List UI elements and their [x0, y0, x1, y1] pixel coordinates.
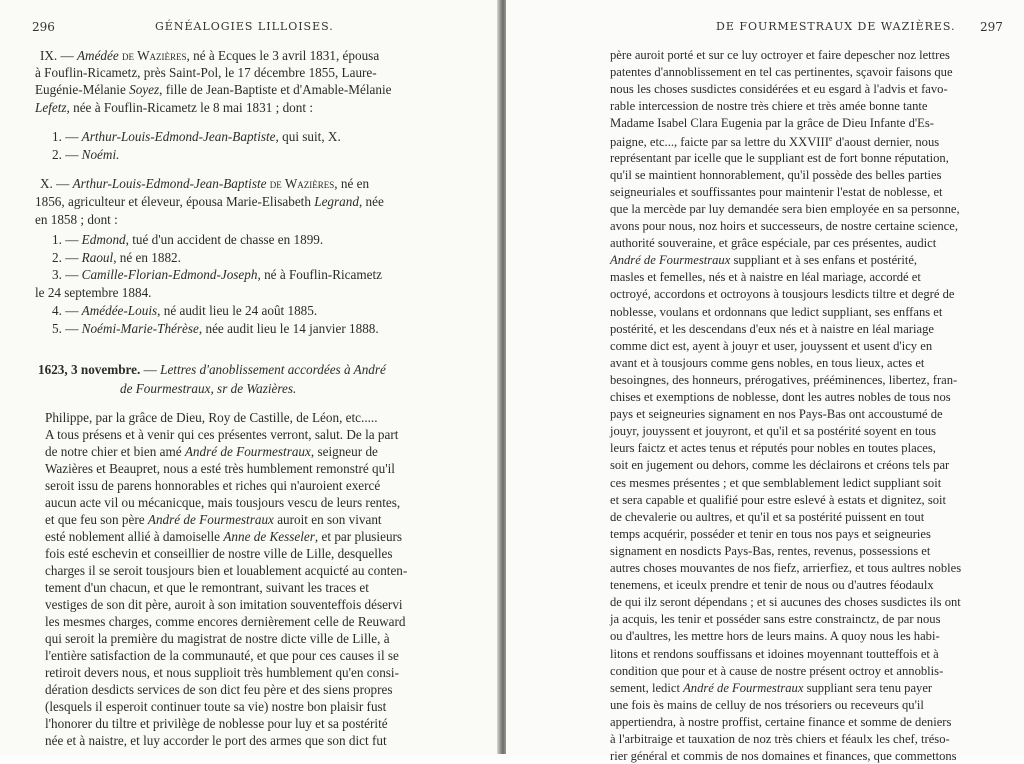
text-line: [610, 356, 924, 371]
text-run: les mesmes charges, comme encores dernièrement celle de Reuward: [45, 614, 406, 629]
text-run: Lettres d'anoblissement accordées à André: [160, 362, 386, 377]
text-line: [52, 250, 181, 266]
text-line: [610, 48, 950, 63]
text-line: [38, 362, 386, 378]
text-run: IX. —: [40, 48, 77, 63]
text-run: le 24 septembre 1884.: [35, 285, 152, 300]
text-line: [45, 665, 399, 681]
text-run: chises et exemptions de noblesse, dont les autres nobles de tous nos: [610, 390, 951, 404]
left-running-header: GÉNÉALOGIES LILLOISES.: [155, 20, 334, 33]
text-line: [610, 612, 940, 627]
right-page: [506, 0, 1024, 764]
text-line: [610, 168, 942, 183]
text-run: Noémi.: [81, 147, 120, 162]
text-run: seigneuriales et souffissantes pour maintenir l'estat de noblesse, et: [610, 184, 943, 199]
text-run: , né à Fouflin-Ricametz: [257, 267, 382, 282]
text-line: [610, 373, 957, 388]
text-line: [610, 65, 953, 80]
text-run: l'entière satisfaction de la communauté, et que pour ces causes il se: [45, 648, 399, 663]
text-run: père auroit porté et sur ce luy octroyer et faire depescher noz lettres: [610, 48, 950, 62]
text-run: Wazières: [137, 48, 187, 63]
text-run: 1856, agriculteur et éleveur, épousa Marie-Elisabeth: [35, 194, 315, 209]
text-run: seroit issu de parens honnorables et riches qui n'auroient exercé: [45, 478, 381, 493]
text-run: 3. —: [52, 267, 82, 282]
text-run: André de Fourmestraux: [683, 680, 804, 695]
text-run: 2. —: [52, 147, 82, 162]
text-run: 1. —: [52, 129, 82, 144]
text-line: [35, 100, 313, 116]
text-run: avant et à tousjours comme gens nobles, en tous lieux, actes et: [610, 355, 925, 370]
text-line: [610, 578, 934, 593]
text-line: [45, 699, 386, 715]
text-run: charges il se seroit tousjours bien et louablement acquicté au conten-: [45, 563, 408, 578]
text-run: A tous présens et à venir qui ces présentes verront, salut. De la part: [45, 427, 399, 442]
text-line: [610, 698, 924, 713]
text-run: André de Fourmestraux: [147, 512, 274, 527]
text-line: [610, 236, 936, 251]
text-line: [45, 427, 398, 443]
text-run: , né en 1882.: [113, 250, 181, 265]
text-line: [45, 461, 395, 477]
text-line: [610, 185, 943, 200]
text-run: soit en jugement ou dehors, comme les déclairons et créons tels par: [610, 458, 950, 473]
text-run: , née à Fouflin-Ricametz le 8 mai 1831 ; dont :: [66, 100, 313, 115]
text-run: , seigneur de: [310, 444, 378, 459]
text-run: Wazières et Beaupret, nous a esté très humblement remonstré qu'il: [45, 461, 395, 476]
text-run: de Wazières: [266, 176, 335, 191]
right-running-header: DE FOURMESTRAUX DE WAZIÈRES.: [716, 20, 956, 33]
text-line: [52, 321, 379, 337]
text-run: X. —: [40, 176, 73, 191]
text-line: [610, 134, 939, 150]
text-line: [120, 381, 296, 397]
text-run: née et à naistre, et luy accorder le port des armes que son dict fut: [45, 733, 387, 748]
text-run: sement, ledict: [610, 680, 684, 695]
text-run: esté noblement allié à damoiselle: [45, 529, 224, 544]
text-line: [52, 267, 382, 283]
text-run: authorité souveraine, et grâce espéciale, par ces présentes, audict: [610, 236, 937, 251]
text-run: , et par plusieurs: [314, 529, 403, 544]
text-line: [35, 212, 118, 228]
text-line: [610, 441, 936, 456]
text-run: de Wazières.: [227, 381, 297, 396]
text-run: en 1858 ; dont :: [35, 212, 118, 227]
text-line: [610, 322, 934, 337]
text-run: condition que pour et à cause de nostre présent octroy et annoblis-: [610, 663, 944, 678]
text-line: [45, 529, 402, 545]
text-line: [610, 715, 951, 730]
text-line: [35, 285, 151, 301]
text-run: pays et seigneuries signament en nos Pays-Bas ont accoustumé de: [610, 407, 943, 422]
text-run: Madame Isabel Clara Eugenia par la grâce de Dieu Infante d'Es-: [610, 116, 934, 131]
text-run: Anne de Kesseler: [223, 529, 315, 544]
text-run: de chevalerie ou aultres, et qu'il et sa postérité puissent en tout: [610, 509, 925, 524]
text-line: [610, 595, 961, 610]
text-line: [45, 444, 378, 460]
right-page-number: 297: [980, 20, 1003, 34]
text-run: ou d'aultres, les mettre hors de leurs mains. A quoy nous les habi-: [610, 629, 940, 644]
text-line: [45, 648, 399, 664]
text-line: [610, 99, 928, 114]
text-line: [610, 510, 924, 525]
text-run: d'aoust dernier, nous: [832, 134, 940, 149]
text-run: litons et rendons souffissans et idoines moyennant toutteffois et à: [610, 646, 939, 661]
text-run: Eugénie-Mélanie: [35, 82, 130, 97]
text-line: [610, 458, 949, 473]
text-run: Arthur-Louis-Edmond-Jean-Baptiste: [72, 176, 267, 191]
text-line: [52, 129, 341, 145]
text-run: comme dict est, ayent à jouyr et user, jouyssent et usent d'icy en: [610, 338, 933, 353]
text-run: , qui suit, X.: [275, 129, 341, 144]
text-run: tenemens, et iceulx prendre et tenir de nous ou d'autres féodaulx: [610, 578, 934, 593]
text-run: temps acquérir, posséder et tenir en tous nos pays et seigneuries: [610, 526, 931, 541]
text-line: [610, 339, 932, 354]
text-run: à Fouflin-Ricametz, près Saint-Pol, le 17 décembre 1855, Laure-: [35, 65, 377, 80]
text-run: André de Fourmestraux: [610, 253, 731, 268]
text-run: qu'il se maintient honnorablement, qu'il possède des belles parties: [610, 167, 942, 182]
text-run: ces mesmes présentes ; et que semblablement ledict suppliant soit: [610, 475, 942, 490]
text-line: [610, 305, 942, 320]
text-run: noblesse, voulans et ordonnans que ledict suppliant, ses enffans et: [610, 304, 943, 319]
text-run: dération desdicts services de son dict feu père et des siens propres: [45, 682, 393, 697]
text-run: représentant par icelle que le suppliant est de fort bonne réputation,: [610, 150, 949, 165]
text-line: [610, 253, 917, 268]
text-run: r: [222, 381, 228, 396]
text-line: [45, 580, 369, 596]
text-line: [52, 147, 119, 163]
text-run: Arthur-Louis-Edmond-Jean-Baptiste: [81, 129, 276, 144]
text-run: jouyr, jouyssent et jouyront, et qu'il et sa postérité soyent en tous: [610, 424, 937, 439]
text-line: [610, 424, 936, 439]
text-run: appertiendra, à nostre proffist, certaine finance et somme de deniers: [610, 714, 952, 729]
text-line: [610, 219, 958, 234]
text-run: de: [118, 48, 138, 63]
text-line: [45, 716, 388, 732]
text-line: [45, 512, 382, 528]
text-run: , née audit lieu le 14 janvier 1888.: [198, 321, 379, 336]
text-line: [45, 614, 405, 630]
text-line: [45, 478, 380, 494]
text-run: et sera capable et qualifié pour estre eslevé à estats et dignitez, soit: [610, 492, 947, 507]
text-run: fois esté eschevin et conseillier de nostre ville de Lille, desquelles: [45, 546, 393, 561]
text-run: de notre chier et bien amé: [45, 444, 185, 459]
text-run: masles et femelles, nés et à naistre en léal mariage, accordé et: [610, 270, 921, 285]
text-run: Soyez: [129, 82, 160, 97]
text-run: , né audit lieu le 24 août 1885.: [157, 303, 318, 318]
text-line: [610, 664, 943, 679]
text-line: [35, 82, 391, 98]
text-run: l'honorer du tiltre et privilège de noblesse pour luy et sa postérité: [45, 716, 388, 731]
text-run: e: [828, 133, 833, 143]
text-line: [52, 303, 317, 319]
left-page: [0, 0, 498, 754]
text-run: Amédée-Louis: [81, 303, 158, 318]
text-run: octroyé, accordons et octroyons à tousjours lesdicts tiltre et degré de: [610, 287, 955, 302]
text-run: André de Fourmestraux: [184, 444, 311, 459]
text-line: [610, 647, 939, 662]
text-run: paigne, etc..., faicte par sa lettre du XXVIII: [610, 134, 829, 149]
text-line: [610, 407, 943, 422]
text-line: [45, 597, 403, 613]
text-run: 1623, 3 novembre.: [38, 362, 141, 377]
text-run: tement d'un chacun, et que le remontrant, suivant les traces et: [45, 580, 369, 595]
text-line: [45, 495, 400, 511]
text-line: [45, 631, 390, 647]
text-line: [45, 563, 407, 579]
text-run: Noémi-Marie-Thérèse: [81, 321, 199, 336]
text-line: [45, 733, 387, 749]
text-run: rable intercession de nostre très chiere et très amée bonne tante: [610, 99, 928, 114]
text-run: (lesquels il esperoit continuer toute sa vie) nostre bon plaisir fust: [45, 699, 387, 714]
text-run: de Fourmestraux, s: [120, 381, 223, 396]
text-run: et que feu son père: [45, 512, 148, 527]
text-run: Amédée: [77, 48, 119, 63]
text-run: de qui ilz seront dépendans ; et si aucunes des choses susdictes ils ont: [610, 595, 961, 610]
text-run: avons pour nous, noz hoirs et successeurs, de nostre certaine science,: [610, 219, 958, 233]
text-line: [610, 287, 954, 302]
text-run: qui seroit la première du magistrat de nostre dicte ville de Lille, à: [45, 631, 390, 646]
text-run: , fille de Jean-Baptiste et d'Amable-Mélanie: [159, 82, 392, 97]
text-run: 1. —: [52, 232, 82, 247]
text-line: [52, 232, 323, 248]
text-line: [40, 176, 369, 192]
text-line: [40, 48, 379, 64]
text-run: leurs faictz et actes tenus et réputés pour nobles en toutes places,: [610, 441, 936, 456]
text-line: [610, 544, 930, 559]
left-page-number: 296: [32, 20, 55, 34]
text-line: [610, 202, 960, 217]
text-line: [610, 561, 961, 576]
text-line: [610, 493, 946, 508]
text-line: [610, 270, 921, 285]
text-run: , né à Ecques le 3 avril 1831, épousa: [186, 48, 380, 63]
text-run: 5. —: [52, 321, 82, 336]
text-run: rier général et commis de nos domaines et finances, que commettons: [610, 749, 957, 764]
text-line: [610, 681, 932, 696]
text-line: [35, 194, 384, 210]
text-run: Legrand: [314, 194, 359, 209]
text-run: vestiges de son dit père, auroit à son imitation souventeffois déservi: [45, 597, 403, 612]
text-run: , tué d'un accident de chasse en 1899.: [125, 232, 324, 247]
text-line: [610, 82, 948, 97]
text-run: —: [140, 362, 161, 377]
text-run: aucun acte vil ou mécanicque, mais tousjours vescu de leurs rentes,: [45, 495, 401, 510]
text-line: [610, 527, 931, 542]
text-run: 2. —: [52, 250, 82, 265]
text-run: , né en: [334, 176, 370, 191]
text-line: [610, 476, 941, 491]
text-run: Raoul: [81, 250, 114, 265]
text-run: que la mercède par luy demandée sera bien employée en sa personne,: [610, 201, 960, 216]
text-run: postérité, et les descendans d'eux nés et à naistre en léal mariage: [610, 321, 934, 336]
text-line: [610, 732, 950, 747]
text-run: 4. —: [52, 303, 82, 318]
text-line: [35, 65, 377, 81]
text-run: retiroit devers nous, et nous supplioit très humblement qu'en consi-: [45, 665, 399, 680]
text-run: nous les choses susdictes considérées et eu esgard à l'advis et favo-: [610, 82, 948, 97]
text-line: [45, 682, 393, 698]
text-line: [610, 390, 951, 405]
text-run: signament en nosdicts Pays-Bas, rentes, revenus, possessions et: [610, 543, 931, 558]
text-line: [45, 546, 393, 562]
text-line: [610, 629, 940, 644]
text-run: Edmond: [81, 232, 126, 247]
text-run: besoingnes, des honneurs, prérogatives, prééminences, libertez, fran-: [610, 372, 958, 387]
text-line: [610, 749, 957, 764]
text-run: suppliant et à ses enfans et postérité,: [730, 253, 918, 268]
text-run: ja acquis, les tenir et posséder sans estre constrainctz, de par nous: [610, 612, 941, 627]
text-line: [610, 116, 934, 131]
text-run: auroit en son vivant: [273, 512, 382, 527]
text-run: une fois ès mains de celluy de nos trésoriers ou receveurs qu'il: [610, 697, 924, 712]
text-run: Camille-Florian-Edmond-Joseph: [81, 267, 258, 282]
text-run: à l'arbitraige et tauxation de noz très chiers et féaulx les chef, tréso-: [610, 732, 950, 746]
text-run: Philippe, par la grâce de Dieu, Roy de Castille, de Léon, etc.....: [45, 410, 378, 425]
text-run: autres choses mouvantes de nos fiefz, arrierfiez, et tous aultres nobles: [610, 561, 962, 575]
text-run: , née: [358, 194, 384, 209]
text-line: [610, 151, 949, 166]
text-run: patentes d'annoblissement en tel cas pertinentes, sçavoir faisons que: [610, 65, 953, 80]
text-run: Lefetz: [35, 100, 67, 115]
text-line: [45, 410, 378, 426]
text-run: suppliant sera tenu payer: [803, 680, 933, 695]
